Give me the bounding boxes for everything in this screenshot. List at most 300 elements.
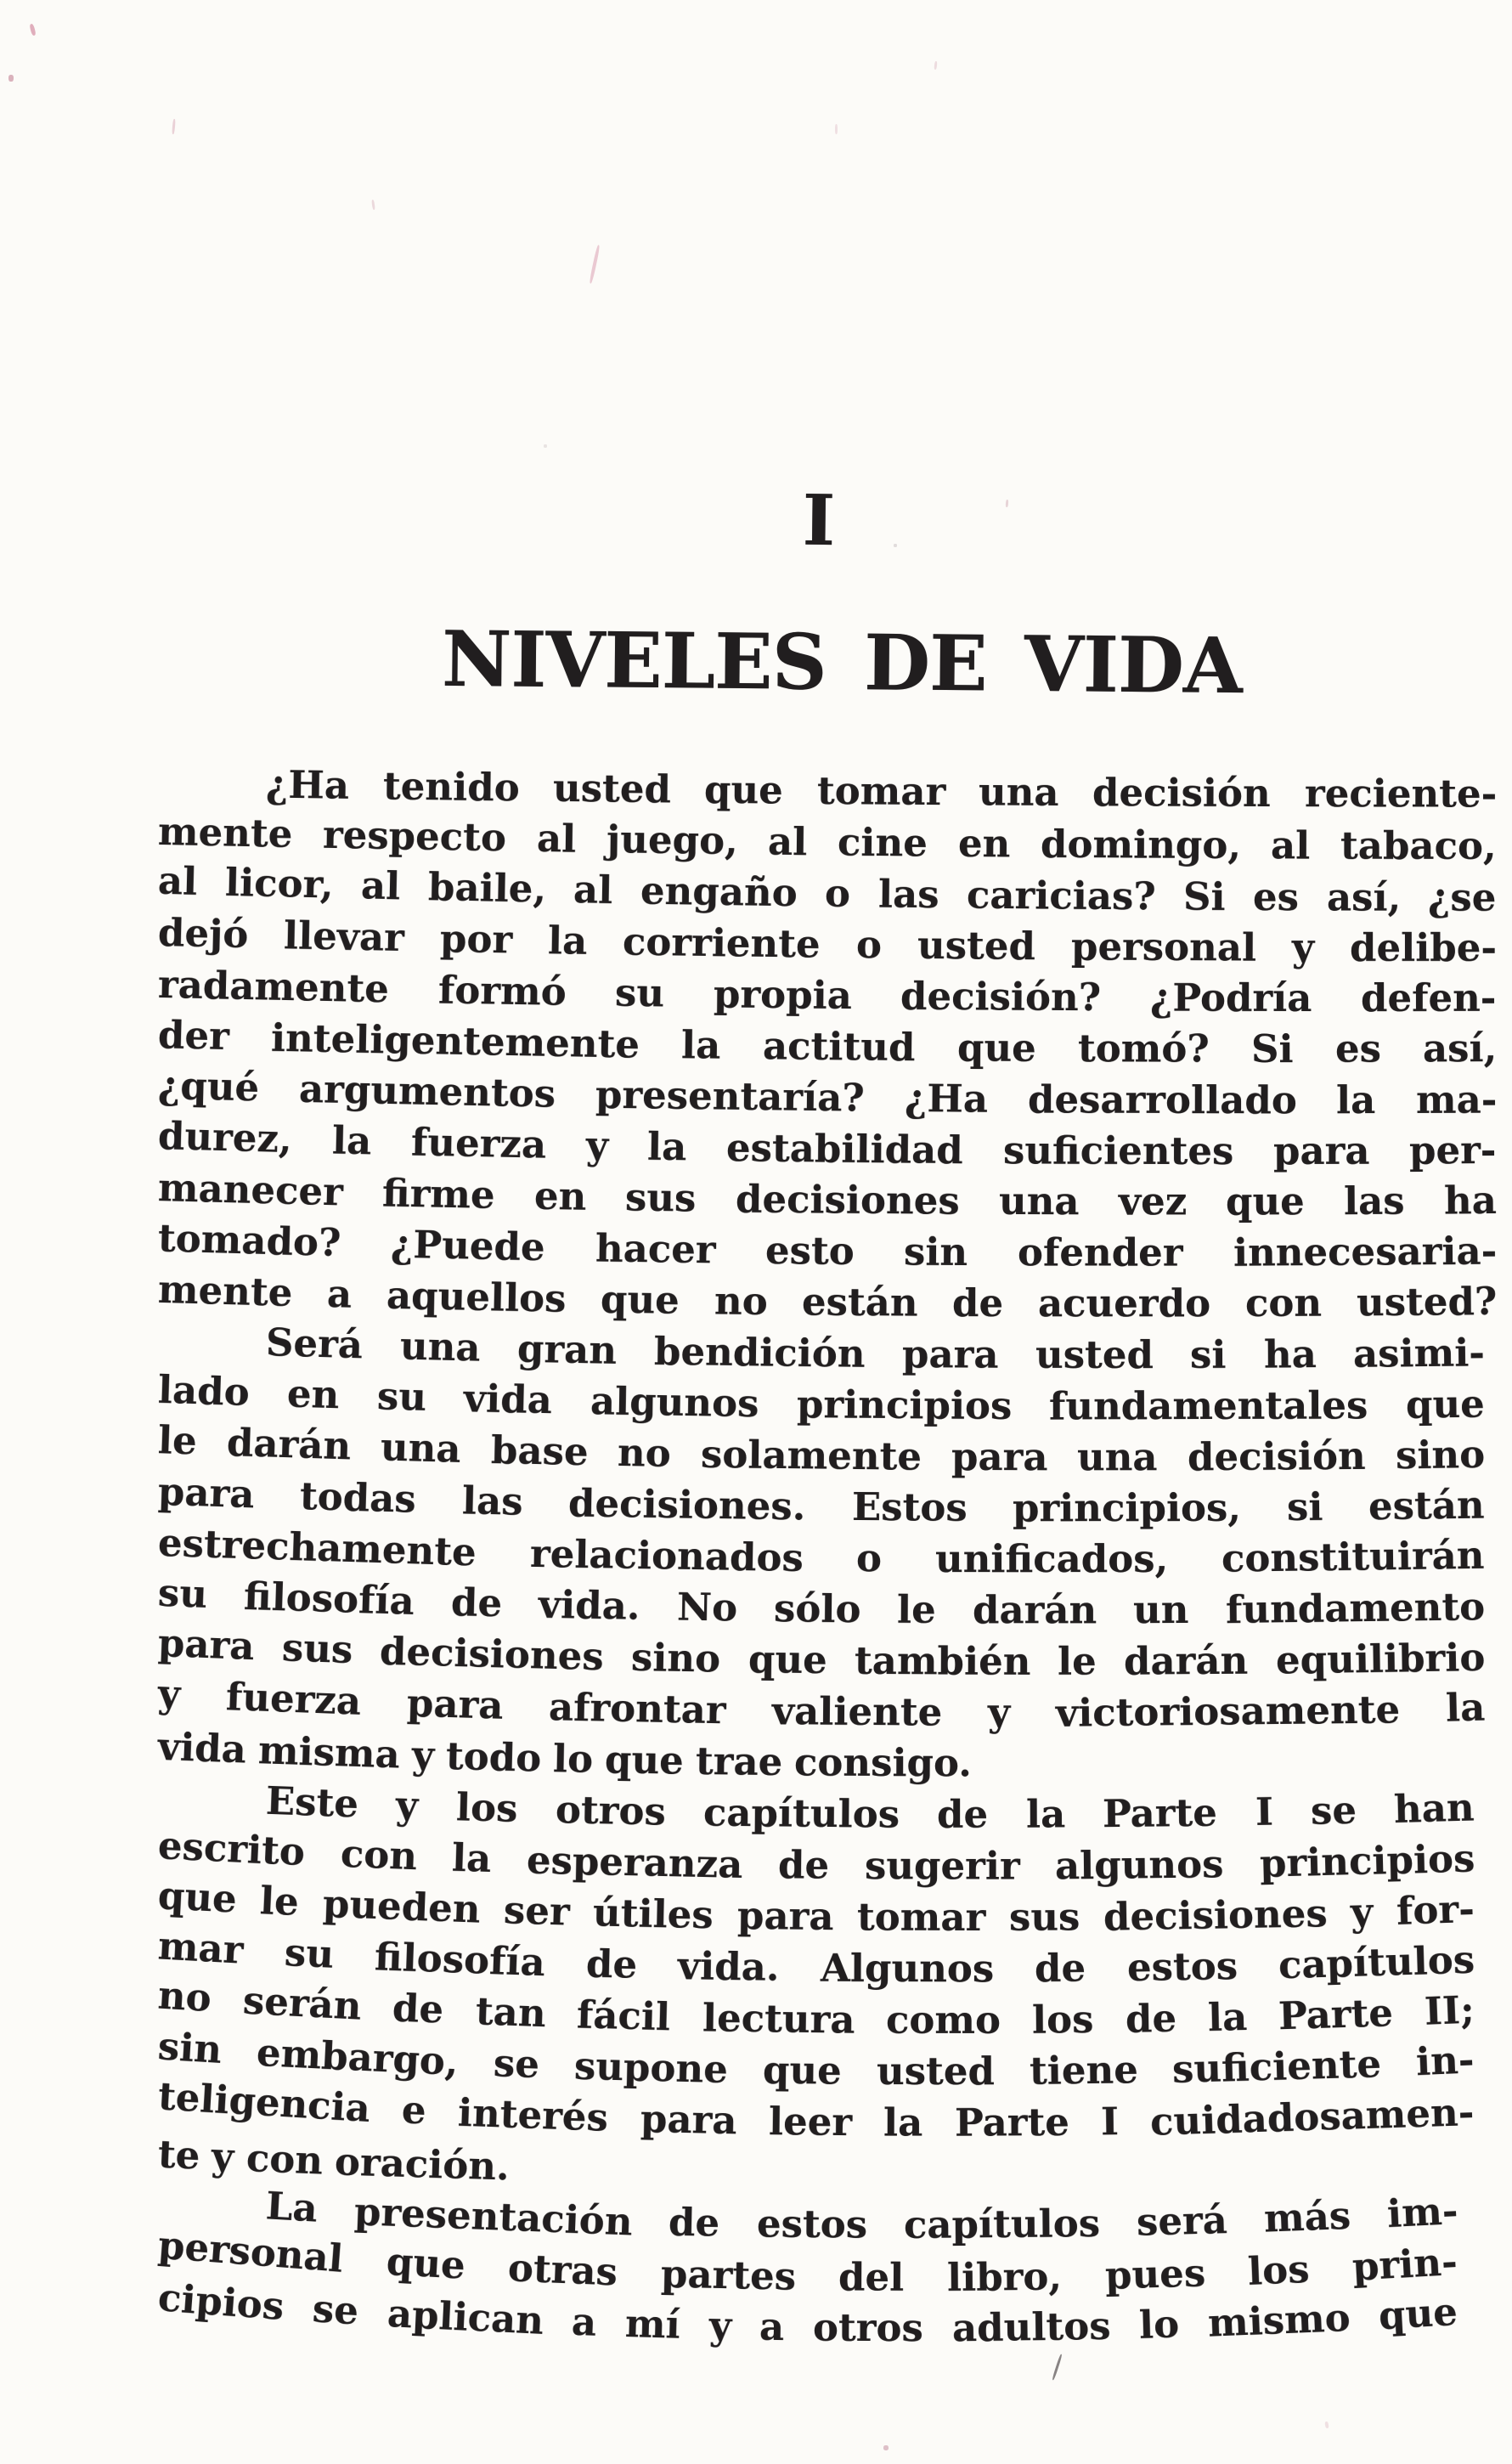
word: cuidadosamen- [1149,2089,1475,2145]
word: domingo, [1040,821,1241,868]
word: lo [1138,2301,1180,2348]
word: que [156,1873,239,1922]
word: decisión [1187,1433,1366,1480]
word: personal [156,2222,345,2281]
word: fundamentales [1049,1382,1368,1429]
text-line [157,808,1497,868]
text-line [157,961,1497,1021]
word: todas [299,1473,417,1522]
word: que [956,1025,1036,1071]
word: constituirán [1221,1532,1486,1581]
word: y [585,1122,609,1168]
word: corriente [623,918,821,967]
scan-speck [8,75,14,82]
word: una [979,769,1060,815]
word: también [854,1637,1031,1684]
word: así, [1422,1026,1498,1071]
word: No [676,1584,738,1630]
word: hacer [595,1225,716,1273]
word: para [1273,1127,1370,1174]
word: su [283,1930,335,1977]
text-line [157,1468,1486,1531]
word: usted [1035,1331,1154,1377]
word: durez, [157,1113,293,1162]
word: en [286,1370,341,1418]
word: formó [437,967,567,1014]
word: así, [1326,874,1402,920]
word: afrontar [548,1684,727,1733]
word: presentación [353,2189,634,2245]
word: darán [225,1419,352,1469]
word: ma- [1415,1077,1498,1122]
word: que [1405,1381,1486,1427]
word: la [330,1117,372,1164]
word: darán [1123,1637,1249,1684]
text-line [264,2183,1459,2248]
word: lectura [702,1995,855,2043]
word: le [897,1586,937,1632]
word: pues [1103,2250,1206,2298]
chapter-number: I [802,479,836,562]
word: aquellos [386,1272,567,1321]
word: respecto [322,811,507,861]
word: solamente [700,1431,922,1479]
word: Algunos [820,1945,995,1992]
word: no [156,1972,213,2021]
text-line [156,1670,1486,1736]
word: sus [1008,1894,1080,1940]
word: mente [157,1266,294,1316]
word: I [1255,1789,1274,1834]
chapter-title: NIVELES DE VIDA [441,613,1243,712]
word: de [778,1842,830,1888]
word: e [401,2087,428,2133]
text-line [265,1777,1475,1837]
word: relacionados [529,1530,804,1581]
word: licor, [224,859,335,907]
word: unificados, [935,1536,1169,1582]
word: base [489,1427,589,1475]
word: interés [457,2089,610,2140]
word: para [736,1892,834,1940]
word: sino [630,1634,721,1681]
word: cipios [156,2275,286,2330]
word: que [1377,2289,1459,2339]
word: a [759,2303,786,2350]
text-line [157,1266,1498,1326]
word: tomado? [157,1215,342,1266]
word: libro, [946,2253,1063,2300]
word: principios, [1013,1484,1242,1531]
word: tan [474,1988,547,2037]
word: sólo [773,1585,861,1632]
word: con [245,2135,324,2184]
word: útiles [592,1890,714,1938]
word: la [1336,1077,1376,1123]
word: manecer [157,1165,344,1215]
word: reciente- [1304,771,1498,817]
word: o [855,922,883,968]
word: un [1133,1586,1189,1633]
word: sus [280,1625,353,1673]
word: para [157,1619,256,1670]
word: que [703,766,784,813]
text-line [157,1619,1486,1684]
word: y [987,1689,1010,1735]
word: que [385,2238,466,2288]
word: que [604,1737,685,1783]
word: La [264,2183,319,2231]
word: ¿Ha [904,1076,988,1122]
word: estos [756,2201,867,2247]
word: sin [904,1229,968,1275]
word: trae [695,1738,783,1785]
word: Parte [1103,1789,1218,1837]
word: y [395,1783,420,1828]
word: y [211,2133,235,2180]
scan-speck [1052,2354,1063,2380]
word: argumentos [298,1065,556,1116]
word: la [1207,1994,1248,2040]
word: y [410,1732,435,1778]
word: ¿qué [157,1062,260,1110]
text-line [157,1165,1498,1224]
word: Si [1183,873,1226,919]
scan-speck [894,544,897,547]
word: estos [1126,1943,1238,1991]
word: fundamento [1225,1584,1486,1633]
word: innecesaria- [1233,1228,1498,1275]
word: a [326,1271,353,1317]
word: de [937,1791,989,1837]
text-line [157,1519,1486,1582]
word: vez [1118,1178,1188,1224]
word: decisiones [379,1628,605,1680]
word: tenido [382,763,520,811]
scan-speck [29,24,36,37]
word: la [451,1834,493,1882]
word: II; [1424,1986,1475,2034]
word: ha [1263,1331,1317,1377]
word: algunos [1055,1841,1225,1889]
word: decisión [1092,770,1272,817]
word: te [156,2131,201,2179]
text-line [157,909,1497,970]
scan-speck [934,61,937,70]
word: usted [552,765,671,812]
word: fuerza [410,1119,547,1167]
word: de [392,1985,445,2032]
word: la [681,1022,721,1068]
word: las [461,1478,524,1524]
word: pueden [321,1880,482,1932]
word: como [886,1997,1001,2043]
word: Si [1250,1026,1294,1071]
word: al [157,857,198,904]
word: usted [876,2049,995,2094]
word: capítulos [1278,1936,1475,1988]
text-line [157,857,1497,920]
word: se [1310,1787,1357,1834]
word: escrito [156,1823,307,1875]
text-line [156,2131,1475,2192]
word: para [406,1680,505,1728]
word: la [1445,1684,1486,1731]
text-line [157,1012,1498,1071]
word: las [877,871,939,918]
word: todo [445,1733,542,1781]
word: consigo. [794,1739,973,1786]
word: im- [1385,2188,1459,2237]
word: serán [241,1977,363,2029]
text-line [156,1823,1475,1889]
word: vida. [538,1581,641,1629]
text-line [265,761,1498,817]
word: bendición [653,1328,866,1376]
word: los [1247,2246,1311,2294]
word: Este [265,1777,359,1827]
scan-speck [1006,500,1009,507]
word: es [1334,1026,1381,1071]
word: Parte [1278,1990,1394,2039]
word: se [311,2286,360,2334]
word: al [536,815,577,862]
word: si [1286,1483,1323,1530]
word: están [1368,1482,1486,1529]
scan-speck [371,200,375,210]
word: una [1077,1434,1158,1480]
word: otros [813,2304,924,2351]
word: están [801,1279,918,1325]
word: partes [660,2251,797,2299]
word: in- [1415,2037,1475,2085]
word: principios [796,1382,1013,1429]
word: ¿Podría [1150,975,1312,1021]
scan-speck [1324,2422,1329,2429]
word: que [600,1276,680,1323]
word: inteligentemente [270,1014,640,1067]
word: tiene [1029,2047,1138,2094]
word: para [951,1433,1048,1480]
word: teligencia [156,2073,372,2132]
word: misma [257,1727,401,1777]
word: principios [1258,1835,1475,1886]
word: han [1393,1784,1475,1832]
word: ha [1443,1177,1498,1224]
word: usted [917,922,1036,969]
word: de [952,1280,1004,1326]
word: decisiones [1103,1890,1329,1940]
word: al [1271,822,1311,868]
word: sus [625,1174,697,1221]
word: y [708,2303,732,2349]
word: supone [573,2043,729,2093]
word: que [748,1636,827,1683]
word: desarrollado [1027,1077,1297,1123]
word: fuerza [225,1674,363,1724]
word: acuerdo [1038,1280,1211,1326]
word: lado [157,1366,251,1416]
word: estrechamente [157,1519,477,1575]
scan-speck [544,444,547,448]
word: sin [156,2023,223,2072]
word: adultos [951,2303,1111,2351]
word: oración. [333,2139,511,2190]
word: los [1031,1997,1094,2043]
word: vida. [677,1942,781,1990]
word: darán [973,1587,1097,1633]
word: su [157,1569,209,1617]
word: dejó [157,909,250,958]
word: y [1350,1889,1374,1936]
word: que [762,2047,842,2094]
word: de [450,1579,503,1626]
word: decisiones [735,1176,960,1224]
word: tomar [816,768,946,815]
word: con [1244,1280,1323,1326]
text-line [156,2073,1475,2145]
word: Parte [954,2099,1069,2145]
word: per- [1409,1127,1498,1173]
word: sino [1395,1432,1486,1478]
word: embargo, [256,2029,460,2085]
word: los [455,1784,519,1832]
word: una [380,1424,462,1472]
word: gran [516,1325,618,1373]
word: o [856,1535,883,1581]
word: la [647,1123,688,1170]
word: juego, [606,817,738,864]
word: y [156,1670,182,1717]
word: su [614,969,665,1016]
word: al [767,818,808,865]
word: se [492,2040,540,2088]
scan-speck [589,245,600,284]
word: las [1344,1178,1405,1224]
word: en [957,820,1011,867]
word: sugerir [865,1843,1020,1889]
word: una [998,1178,1080,1224]
word: será [1136,2197,1228,2245]
word: de [1035,1945,1086,1992]
word: asimi- [1352,1330,1486,1376]
word: para [640,2095,737,2144]
word: baile, [427,864,547,912]
word: en [533,1173,587,1219]
word: capítulos [702,1789,900,1837]
word: no [714,1278,768,1325]
word: prin- [1351,2238,1459,2290]
word: fácil [576,1992,672,2040]
text-line [156,1873,1475,1941]
word: ser [503,1887,571,1935]
word: actitud [762,1023,916,1071]
word: vida [157,1723,247,1772]
word: I [1100,2099,1120,2145]
text-line [157,1062,1498,1123]
word: le [1058,1638,1097,1684]
word: tomar [856,1894,986,1941]
word: ¿se [1428,874,1497,920]
word: lo [552,1736,594,1782]
word: su [376,1373,427,1420]
word: con [339,1830,418,1879]
word: firme [381,1170,496,1218]
word: cine [837,819,928,866]
word: ¿Ha [265,761,350,808]
word: usted? [1356,1278,1498,1325]
word: delibe- [1349,924,1497,970]
word: filosofía [243,1573,415,1625]
word: esperanza [526,1837,744,1887]
word: de [668,2199,721,2246]
scan-speck [172,119,176,134]
word: la [883,2099,923,2145]
word: decisión? [900,973,1102,1020]
word: llevar [283,913,405,961]
word: Será [265,1320,364,1368]
word: Estos [851,1483,968,1530]
word: al [360,862,401,909]
word: for- [1396,1885,1475,1934]
word: decisiones. [567,1480,807,1529]
word: valiente [771,1688,943,1735]
word: victoriosamente [1055,1687,1401,1736]
word: y [1291,924,1314,970]
scan-speck [835,124,838,134]
scan-speck [883,2445,889,2450]
text-line [157,1366,1486,1429]
word: de [1125,1995,1177,2042]
word: una [399,1323,481,1370]
word: radamente [157,961,390,1012]
word: defen- [1361,975,1497,1020]
word: suficiente [1171,2041,1383,2093]
text-line [157,1215,1498,1275]
word: mar [156,1923,245,1973]
text-line [157,1569,1486,1633]
word: suficientes [1002,1127,1234,1174]
word: vida [463,1375,553,1423]
word: engaño [640,867,798,916]
word: mí [624,2301,681,2348]
word: de [585,1941,638,1987]
word: caricias? [966,872,1156,919]
word: del [838,2254,905,2300]
word: la [1025,1791,1066,1837]
word: ¿Puede [390,1221,546,1270]
word: otros [555,1787,667,1834]
word: presentaría? [595,1071,866,1121]
word: personal [1070,924,1256,970]
word: para [901,1331,999,1377]
text-line [265,1320,1486,1377]
word: propia [713,971,853,1019]
word: algunos [590,1378,759,1427]
word: estabilidad [726,1125,964,1173]
word: para [157,1468,256,1517]
word: no [617,1429,672,1477]
word: aplican [386,2291,544,2343]
word: que [1226,1178,1306,1224]
word: la [547,918,588,964]
word: al [573,867,614,913]
word: capítulos [903,2201,1100,2248]
word: filosofía [374,1934,546,1986]
word: tomó? [1077,1026,1210,1071]
word: mente [157,808,293,857]
word: es [1253,874,1300,920]
